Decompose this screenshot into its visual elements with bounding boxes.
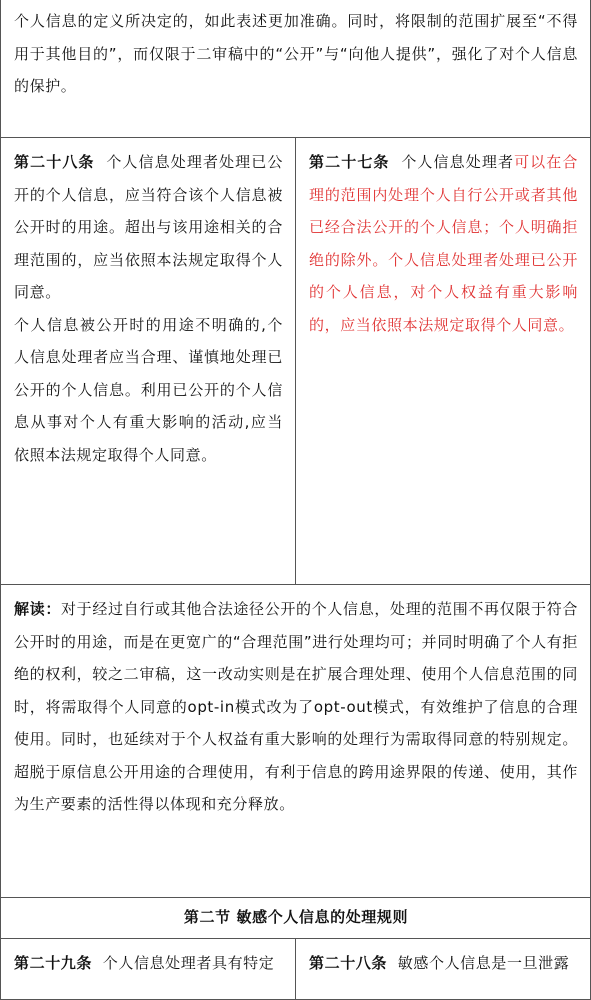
interpretation-text: 对于经过自行或其他合法途径公开的个人信息，处理的范围不再仅限于符合公开时的用途，而是在更宽广的“合理范围”进行处理均可；并同时明确了个人有拒绝的权利，较之二审稿，这一改动实则是在扩展合理处理、使用个人信息范围的同时，将需取得个人同意的opt-in模式改为了opt-out模式，有效维护了信息的合理使用。同时，也延续对于个人权益有重大影响的处理行为需取得同意的特别规定。超脱于原信息公开用途的合理使用，有利于信息的跨用途界限的传递、使用，其作为生产要素的活性得以体现和充分释放。: [14, 600, 578, 813]
intro-text: 个人信息的定义所决定的，如此表述更加准确。同时，将限制的范围扩展至“不得用于其他目的”，而仅限于二审稿中的“公开”与“向他人提供”，强化了对个人信息的保护。: [14, 12, 578, 95]
intro-cell: [1, 0, 591, 138]
new-article-plain-text: 个人信息处理者: [401, 153, 515, 171]
new-law-cell: [296, 138, 591, 585]
old-article-label: 第二十八条: [14, 153, 95, 171]
old-article-29-label: 第二十九条: [14, 954, 93, 972]
interpretation-para: [14, 593, 578, 821]
new-article-label: 第二十七条: [309, 153, 390, 171]
old-article-text: 个人信息处理者处理已公开的个人信息，应当符合该个人信息被公开时的用途。超出与该用途相关的合理范围的，应当依照本法规定取得个人同意。: [14, 153, 283, 301]
article-row-28: [1, 138, 591, 585]
new-article-28-label: 第二十八条: [309, 954, 388, 972]
article-row-29: [1, 939, 591, 1000]
old-article-para-1: [14, 146, 283, 309]
new-article-28-para: [309, 947, 578, 980]
new-article-changed-text: 可以在合理的范围内处理个人自行公开或者其他已经合法公开的个人信息；个人明确拒绝的除外。个人信息处理者处理已公开的个人信息，对个人权益有重大影响的，应当依照本法规定取得个人同意。: [309, 153, 579, 334]
old-article-29-text: 个人信息处理者具有特定: [102, 954, 275, 972]
section-heading-row: [1, 898, 591, 939]
section-heading-cell: [1, 898, 591, 939]
interpretation-row: [1, 585, 591, 898]
section-heading: 第二节 敏感个人信息的处理规则: [183, 908, 409, 926]
intro-row: [1, 0, 591, 138]
interpretation-cell: [1, 585, 591, 898]
old-article-29-para: [14, 947, 283, 980]
old-draft-cell-29: [1, 939, 296, 1000]
new-article-para: [309, 146, 578, 341]
new-law-cell-28: [296, 939, 591, 1000]
new-article-28-text: 敏感个人信息是一旦泄露: [397, 954, 570, 972]
old-article-para-2: 个人信息被公开时的用途不明确的,个人信息处理者应当合理、谨慎地处理已公开的个人信息。利用已公开的个人信息从事对个人有重大影响的活动,应当依照本法规定取得个人同意。: [14, 315, 283, 464]
old-draft-cell: [1, 138, 296, 585]
interpretation-label: 解读：: [14, 600, 62, 618]
